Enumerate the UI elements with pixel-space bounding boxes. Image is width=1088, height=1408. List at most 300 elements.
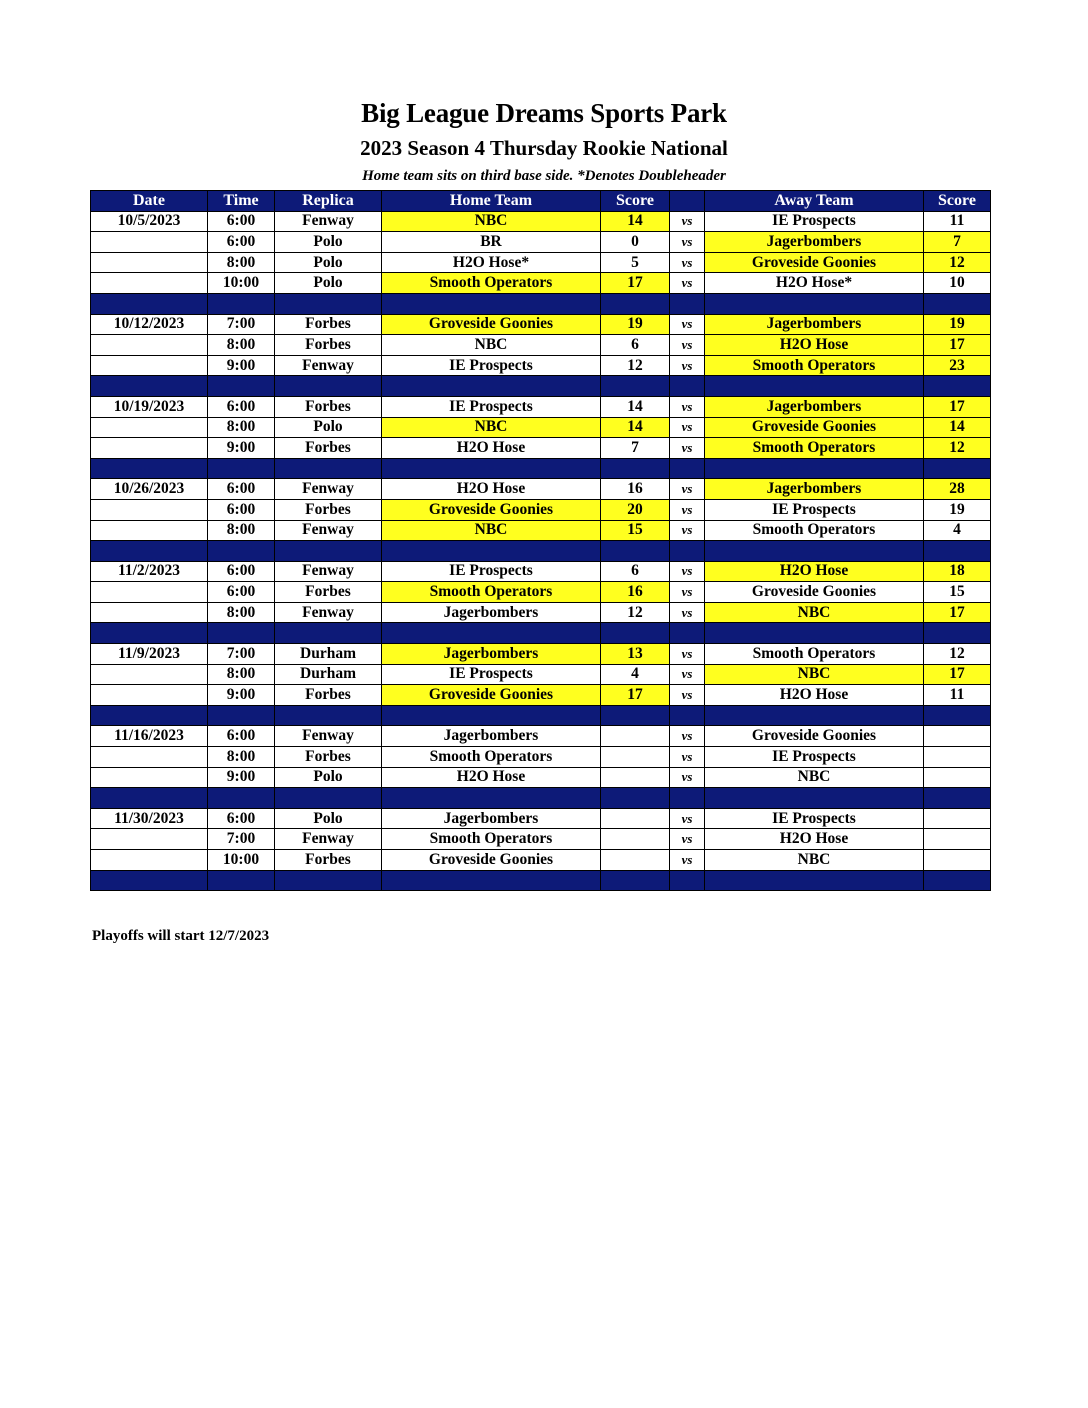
separator-cell <box>382 705 601 726</box>
separator-cell <box>670 458 705 479</box>
game-date: 10/19/2023 <box>91 396 208 417</box>
home-score <box>601 767 670 788</box>
separator-cell <box>91 870 208 891</box>
away-team: Groveside Goonies <box>705 252 924 273</box>
separator-cell <box>924 788 991 809</box>
separator-cell <box>208 376 275 397</box>
table-row <box>91 355 991 376</box>
separator-cell <box>208 788 275 809</box>
vs-label: vs <box>670 335 705 356</box>
away-score: 17 <box>924 664 991 685</box>
separator-cell <box>208 458 275 479</box>
table-row <box>91 499 991 520</box>
game-replica-field: Fenway <box>275 355 382 376</box>
home-team: Groveside Goonies <box>382 314 601 335</box>
home-team: NBC <box>382 417 601 438</box>
away-team: Smooth Operators <box>705 355 924 376</box>
home-team: NBC <box>382 520 601 541</box>
away-team: IE Prospects <box>705 499 924 520</box>
home-score: 5 <box>601 252 670 273</box>
away-score: 12 <box>924 438 991 459</box>
game-time: 8:00 <box>208 602 275 623</box>
game-date <box>91 829 208 850</box>
home-score: 20 <box>601 499 670 520</box>
away-score: 15 <box>924 582 991 603</box>
away-team: H2O Hose <box>705 561 924 582</box>
column-header-home-team: Home Team <box>382 191 601 212</box>
home-score: 19 <box>601 314 670 335</box>
home-team: NBC <box>382 335 601 356</box>
table-row <box>91 479 991 500</box>
week-separator-row <box>91 458 991 479</box>
away-team: Jagerbombers <box>705 232 924 253</box>
away-score: 17 <box>924 396 991 417</box>
away-score: 14 <box>924 417 991 438</box>
separator-cell <box>924 541 991 562</box>
game-date <box>91 520 208 541</box>
separator-cell <box>705 623 924 644</box>
game-time: 9:00 <box>208 438 275 459</box>
separator-cell <box>275 705 382 726</box>
separator-cell <box>275 541 382 562</box>
game-time: 9:00 <box>208 355 275 376</box>
separator-cell <box>705 541 924 562</box>
separator-cell <box>382 870 601 891</box>
home-team: Jagerbombers <box>382 808 601 829</box>
away-team: Jagerbombers <box>705 479 924 500</box>
game-date <box>91 355 208 376</box>
game-time: 6:00 <box>208 726 275 747</box>
week-separator-row <box>91 788 991 809</box>
away-score: 28 <box>924 479 991 500</box>
away-team: H2O Hose <box>705 829 924 850</box>
table-row <box>91 314 991 335</box>
game-replica-field: Fenway <box>275 561 382 582</box>
game-replica-field: Forbes <box>275 438 382 459</box>
separator-cell <box>924 705 991 726</box>
game-date <box>91 850 208 871</box>
separator-cell <box>275 293 382 314</box>
away-score: 11 <box>924 685 991 706</box>
game-date <box>91 767 208 788</box>
game-replica-field: Fenway <box>275 479 382 500</box>
home-score <box>601 726 670 747</box>
separator-cell <box>601 293 670 314</box>
game-time: 6:00 <box>208 561 275 582</box>
away-score: 17 <box>924 602 991 623</box>
week-separator-row <box>91 541 991 562</box>
away-score <box>924 829 991 850</box>
home-score: 4 <box>601 664 670 685</box>
schedule-table <box>90 190 991 891</box>
vs-label: vs <box>670 273 705 294</box>
separator-cell <box>208 705 275 726</box>
separator-cell <box>275 788 382 809</box>
game-replica-field: Fenway <box>275 520 382 541</box>
away-score: 19 <box>924 314 991 335</box>
table-row <box>91 808 991 829</box>
separator-cell <box>382 458 601 479</box>
home-score: 17 <box>601 685 670 706</box>
game-date <box>91 602 208 623</box>
game-time: 7:00 <box>208 314 275 335</box>
vs-label: vs <box>670 396 705 417</box>
vs-label: vs <box>670 685 705 706</box>
home-score: 6 <box>601 335 670 356</box>
column-header-home-score: Score <box>601 191 670 212</box>
vs-label: vs <box>670 417 705 438</box>
game-replica-field: Forbes <box>275 582 382 603</box>
column-header-replica: Replica <box>275 191 382 212</box>
home-score <box>601 747 670 768</box>
game-replica-field: Fenway <box>275 602 382 623</box>
home-score <box>601 829 670 850</box>
away-team: NBC <box>705 850 924 871</box>
home-team: Groveside Goonies <box>382 850 601 871</box>
game-time: 9:00 <box>208 685 275 706</box>
vs-label: vs <box>670 520 705 541</box>
week-separator-row <box>91 870 991 891</box>
game-time: 9:00 <box>208 767 275 788</box>
separator-cell <box>924 623 991 644</box>
game-replica-field: Polo <box>275 417 382 438</box>
separator-cell <box>208 293 275 314</box>
home-team: BR <box>382 232 601 253</box>
separator-cell <box>208 541 275 562</box>
game-time: 7:00 <box>208 829 275 850</box>
home-score: 7 <box>601 438 670 459</box>
away-score <box>924 808 991 829</box>
home-score: 16 <box>601 479 670 500</box>
vs-label: vs <box>670 252 705 273</box>
separator-cell <box>91 376 208 397</box>
home-team: Groveside Goonies <box>382 685 601 706</box>
game-replica-field: Forbes <box>275 314 382 335</box>
home-team: NBC <box>382 211 601 232</box>
home-team: H2O Hose <box>382 479 601 500</box>
game-date <box>91 685 208 706</box>
vs-label: vs <box>670 850 705 871</box>
game-date: 10/26/2023 <box>91 479 208 500</box>
away-team: IE Prospects <box>705 211 924 232</box>
separator-cell <box>670 293 705 314</box>
separator-cell <box>208 870 275 891</box>
game-time: 6:00 <box>208 582 275 603</box>
vs-label: vs <box>670 644 705 665</box>
home-team: H2O Hose* <box>382 252 601 273</box>
home-score: 17 <box>601 273 670 294</box>
table-row <box>91 561 991 582</box>
table-header-row <box>91 191 991 212</box>
away-team: Groveside Goonies <box>705 726 924 747</box>
home-team-note: Home team sits on third base side. *Denotes Doubleheader <box>362 168 726 184</box>
away-score: 4 <box>924 520 991 541</box>
vs-label: vs <box>670 561 705 582</box>
separator-cell <box>705 458 924 479</box>
game-replica-field: Forbes <box>275 850 382 871</box>
separator-cell <box>382 788 601 809</box>
page-title: Big League Dreams Sports Park <box>361 98 727 128</box>
game-replica-field: Forbes <box>275 335 382 356</box>
home-team: Jagerbombers <box>382 602 601 623</box>
table-row <box>91 335 991 356</box>
vs-label: vs <box>670 211 705 232</box>
week-separator-row <box>91 705 991 726</box>
vs-label: vs <box>670 808 705 829</box>
table-row <box>91 726 991 747</box>
game-replica-field: Forbes <box>275 747 382 768</box>
separator-cell <box>601 870 670 891</box>
table-row <box>91 252 991 273</box>
separator-cell <box>382 623 601 644</box>
table-row <box>91 273 991 294</box>
game-time: 7:00 <box>208 644 275 665</box>
week-separator-row <box>91 376 991 397</box>
separator-cell <box>601 376 670 397</box>
vs-label: vs <box>670 726 705 747</box>
separator-cell <box>382 293 601 314</box>
away-score: 23 <box>924 355 991 376</box>
game-replica-field: Fenway <box>275 726 382 747</box>
game-date: 11/9/2023 <box>91 644 208 665</box>
home-score: 12 <box>601 602 670 623</box>
separator-cell <box>670 870 705 891</box>
away-score: 18 <box>924 561 991 582</box>
column-header-away-score: Score <box>924 191 991 212</box>
separator-cell <box>208 623 275 644</box>
home-team: IE Prospects <box>382 561 601 582</box>
separator-cell <box>275 376 382 397</box>
game-time: 6:00 <box>208 808 275 829</box>
game-date <box>91 499 208 520</box>
game-replica-field: Forbes <box>275 499 382 520</box>
home-score: 12 <box>601 355 670 376</box>
game-time: 6:00 <box>208 211 275 232</box>
away-score: 11 <box>924 211 991 232</box>
home-score: 15 <box>601 520 670 541</box>
table-row <box>91 582 991 603</box>
game-date <box>91 252 208 273</box>
game-replica-field: Durham <box>275 664 382 685</box>
game-date <box>91 273 208 294</box>
home-score: 14 <box>601 396 670 417</box>
separator-cell <box>275 623 382 644</box>
away-score <box>924 747 991 768</box>
table-row <box>91 829 991 850</box>
home-team: Jagerbombers <box>382 726 601 747</box>
home-score: 6 <box>601 561 670 582</box>
home-team: IE Prospects <box>382 664 601 685</box>
separator-cell <box>275 870 382 891</box>
separator-cell <box>275 458 382 479</box>
game-replica-field: Polo <box>275 252 382 273</box>
separator-cell <box>670 623 705 644</box>
game-time: 8:00 <box>208 520 275 541</box>
table-row <box>91 664 991 685</box>
away-team: Groveside Goonies <box>705 582 924 603</box>
table-row <box>91 850 991 871</box>
separator-cell <box>91 705 208 726</box>
separator-cell <box>601 458 670 479</box>
game-time: 6:00 <box>208 479 275 500</box>
away-team: Groveside Goonies <box>705 417 924 438</box>
separator-cell <box>382 376 601 397</box>
game-time: 6:00 <box>208 232 275 253</box>
vs-label: vs <box>670 747 705 768</box>
game-date: 11/16/2023 <box>91 726 208 747</box>
separator-cell <box>705 705 924 726</box>
away-score: 19 <box>924 499 991 520</box>
game-time: 6:00 <box>208 396 275 417</box>
separator-cell <box>670 705 705 726</box>
separator-cell <box>91 541 208 562</box>
home-score: 16 <box>601 582 670 603</box>
home-team: Smooth Operators <box>382 747 601 768</box>
game-date <box>91 335 208 356</box>
home-score: 0 <box>601 232 670 253</box>
game-replica-field: Fenway <box>275 211 382 232</box>
week-separator-row <box>91 623 991 644</box>
away-team: Smooth Operators <box>705 520 924 541</box>
vs-label: vs <box>670 829 705 850</box>
home-team: H2O Hose <box>382 767 601 788</box>
table-row <box>91 767 991 788</box>
separator-cell <box>382 541 601 562</box>
game-time: 8:00 <box>208 417 275 438</box>
away-team: IE Prospects <box>705 808 924 829</box>
home-team: Jagerbombers <box>382 644 601 665</box>
game-date <box>91 417 208 438</box>
schedule-body <box>91 211 991 891</box>
table-row <box>91 602 991 623</box>
away-team: NBC <box>705 602 924 623</box>
game-replica-field: Forbes <box>275 685 382 706</box>
separator-cell <box>91 458 208 479</box>
column-header-away-team: Away Team <box>705 191 924 212</box>
game-date <box>91 747 208 768</box>
separator-cell <box>924 293 991 314</box>
away-team: Smooth Operators <box>705 438 924 459</box>
table-row <box>91 396 991 417</box>
column-header-time: Time <box>208 191 275 212</box>
game-time: 8:00 <box>208 335 275 356</box>
away-team: H2O Hose <box>705 335 924 356</box>
separator-cell <box>705 788 924 809</box>
vs-label: vs <box>670 664 705 685</box>
vs-label: vs <box>670 314 705 335</box>
separator-cell <box>924 870 991 891</box>
game-date: 11/30/2023 <box>91 808 208 829</box>
game-replica-field: Polo <box>275 767 382 788</box>
vs-label: vs <box>670 355 705 376</box>
game-time: 8:00 <box>208 252 275 273</box>
separator-cell <box>670 541 705 562</box>
separator-cell <box>91 623 208 644</box>
game-replica-field: Fenway <box>275 829 382 850</box>
week-separator-row <box>91 293 991 314</box>
vs-label: vs <box>670 438 705 459</box>
away-team: H2O Hose* <box>705 273 924 294</box>
game-date: 11/2/2023 <box>91 561 208 582</box>
separator-cell <box>601 541 670 562</box>
table-row <box>91 520 991 541</box>
separator-cell <box>705 293 924 314</box>
away-score: 10 <box>924 273 991 294</box>
away-score: 17 <box>924 335 991 356</box>
table-row <box>91 685 991 706</box>
away-team: H2O Hose <box>705 685 924 706</box>
home-team: IE Prospects <box>382 355 601 376</box>
separator-cell <box>670 788 705 809</box>
away-team: Smooth Operators <box>705 644 924 665</box>
game-date <box>91 232 208 253</box>
table-row <box>91 211 991 232</box>
home-score <box>601 850 670 871</box>
game-date: 10/12/2023 <box>91 314 208 335</box>
game-time: 6:00 <box>208 499 275 520</box>
game-replica-field: Polo <box>275 808 382 829</box>
table-row <box>91 232 991 253</box>
separator-cell <box>601 705 670 726</box>
game-date: 10/5/2023 <box>91 211 208 232</box>
playoffs-note: Playoffs will start 12/7/2023 <box>92 928 270 944</box>
vs-label: vs <box>670 767 705 788</box>
away-team: NBC <box>705 664 924 685</box>
vs-label: vs <box>670 232 705 253</box>
away-score: 7 <box>924 232 991 253</box>
away-team: Jagerbombers <box>705 314 924 335</box>
separator-cell <box>670 376 705 397</box>
table-row <box>91 417 991 438</box>
away-score: 12 <box>924 644 991 665</box>
game-replica-field: Polo <box>275 273 382 294</box>
game-time: 8:00 <box>208 747 275 768</box>
home-score: 14 <box>601 417 670 438</box>
home-team: H2O Hose <box>382 438 601 459</box>
home-score: 13 <box>601 644 670 665</box>
table-row <box>91 747 991 768</box>
vs-label: vs <box>670 582 705 603</box>
away-team: Jagerbombers <box>705 396 924 417</box>
game-date <box>91 582 208 603</box>
game-time: 10:00 <box>208 273 275 294</box>
vs-label: vs <box>670 499 705 520</box>
vs-label: vs <box>670 602 705 623</box>
column-header-vs <box>670 191 705 212</box>
vs-label: vs <box>670 479 705 500</box>
home-team: Smooth Operators <box>382 829 601 850</box>
away-team: IE Prospects <box>705 747 924 768</box>
home-team: Smooth Operators <box>382 582 601 603</box>
game-time: 10:00 <box>208 850 275 871</box>
separator-cell <box>601 623 670 644</box>
table-row <box>91 644 991 665</box>
away-score <box>924 850 991 871</box>
game-replica-field: Durham <box>275 644 382 665</box>
separator-cell <box>924 458 991 479</box>
table-row <box>91 438 991 459</box>
away-team: NBC <box>705 767 924 788</box>
separator-cell <box>705 870 924 891</box>
separator-cell <box>91 293 208 314</box>
game-time: 8:00 <box>208 664 275 685</box>
game-date <box>91 664 208 685</box>
game-replica-field: Polo <box>275 232 382 253</box>
away-score <box>924 767 991 788</box>
separator-cell <box>705 376 924 397</box>
home-team: IE Prospects <box>382 396 601 417</box>
home-team: Groveside Goonies <box>382 499 601 520</box>
